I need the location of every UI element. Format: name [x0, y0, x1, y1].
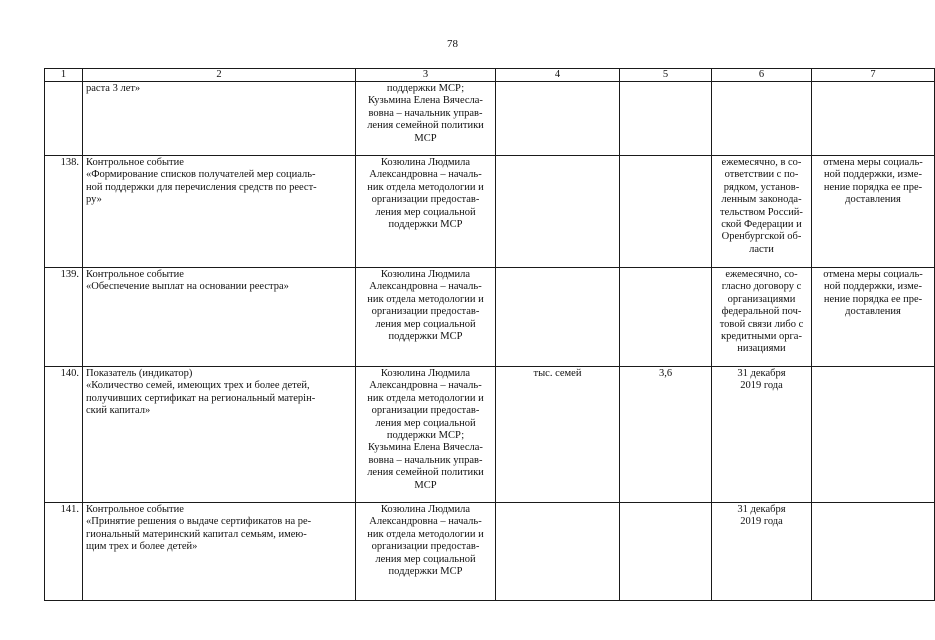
responsible-line: вовна – начальник управ- — [368, 107, 483, 119]
responsible-line: Козюлина Людмила — [380, 368, 471, 379]
term-line: организациями — [727, 293, 796, 305]
risk-cell — [812, 268, 935, 367]
event-name-cell — [83, 268, 356, 367]
row-number-cell — [45, 503, 83, 601]
term-line: кредитными орга- — [721, 331, 802, 343]
term-line: 2019 года — [740, 516, 783, 528]
risk-cell — [812, 367, 935, 503]
responsible-line: ник отдела методологии и — [367, 181, 484, 193]
table-row — [45, 156, 935, 268]
term-line: гласно договору с — [721, 281, 802, 293]
risk-line: отмена меры социаль- — [823, 157, 923, 168]
responsible-line: Козюлина Людмила — [380, 269, 471, 280]
event-name-line: ру» — [86, 194, 102, 206]
term-cell — [712, 82, 812, 156]
table-row — [45, 503, 935, 601]
event-name-line: ной поддержки для перечисления средств по реест- — [86, 181, 317, 193]
unit-cell — [496, 82, 620, 156]
responsible-line: Кузьмина Елена Вячесла- — [368, 95, 483, 107]
term-line: тельством Россий- — [720, 206, 803, 218]
row-number-cell — [45, 367, 83, 503]
term-cell — [712, 367, 812, 503]
risk-cell — [812, 82, 935, 156]
responsible-cell — [356, 82, 496, 156]
risk-line: доставления — [845, 194, 901, 206]
page-number: 78 — [447, 38, 458, 50]
term-line: федеральной поч- — [721, 306, 802, 318]
value-cell — [620, 367, 712, 503]
responsible-line: Александровна – началь- — [369, 516, 482, 528]
term-line: ской Федерации и — [721, 219, 802, 231]
responsible-cell — [356, 268, 496, 367]
responsible-line: ник отдела методологии и — [367, 528, 484, 540]
value-cell — [620, 268, 712, 367]
responsible-line: МСР — [414, 132, 437, 144]
column-header: 5 — [620, 69, 712, 82]
responsible-cell — [356, 156, 496, 268]
term-line: Оренбургской об- — [721, 231, 802, 243]
row-number-cell — [45, 156, 83, 268]
responsible-line: Александровна – началь- — [369, 380, 482, 392]
responsible-line: Козюлина Людмила — [380, 157, 471, 168]
event-name-line: ский капитал» — [86, 405, 151, 417]
row-number: 139. — [60, 269, 79, 280]
responsible-line: организации предостав- — [371, 405, 480, 417]
risk-cell — [812, 503, 935, 601]
risk-line: отмена меры социаль- — [823, 269, 923, 280]
responsible-line: поддержки МСР — [388, 566, 463, 578]
event-name-line: получивших сертификат на региональный матерін- — [86, 392, 316, 404]
term-cell — [712, 156, 812, 268]
responsible-line: Кузьмина Елена Вячесла- — [368, 442, 483, 454]
term-cell — [712, 503, 812, 601]
responsible-cell — [356, 367, 496, 503]
event-name-line: Контрольное событие — [86, 157, 184, 168]
column-header: 2 — [83, 69, 356, 82]
event-name-line: Контрольное событие — [86, 504, 184, 515]
responsible-line: ления семейной политики — [367, 467, 484, 479]
column-header: 7 — [812, 69, 935, 82]
responsible-line: ления мер социальной — [375, 318, 476, 330]
responsible-line: ления мер социальной — [375, 206, 476, 218]
responsible-line: поддержки МСР; — [386, 83, 465, 94]
event-name-cell — [83, 503, 356, 601]
term-line: 31 декабря — [737, 504, 786, 515]
row-number: 138. — [60, 157, 79, 168]
responsible-line: поддержки МСР — [388, 219, 463, 231]
table-row — [45, 82, 935, 156]
event-name-cell — [83, 367, 356, 503]
value-cell — [620, 156, 712, 268]
column-header: 6 — [712, 69, 812, 82]
term-line: 31 декабря — [737, 368, 786, 379]
risk-line: доставления — [845, 306, 901, 318]
responsible-cell — [356, 503, 496, 601]
term-line: ежемесячно, в со- — [721, 157, 802, 168]
risk-line: нение порядка ее пре- — [823, 181, 923, 193]
responsible-line: ник отдела методологии и — [367, 392, 484, 404]
unit-cell — [496, 367, 620, 503]
event-name-cell — [83, 156, 356, 268]
table-row — [45, 367, 935, 503]
value-text: 3,6 — [658, 368, 673, 379]
event-name-line: «Количество семей, имеющих трех и более детей, — [86, 380, 310, 392]
risk-line: нение порядка ее пре- — [823, 293, 923, 305]
responsible-line: ления семейной политики — [367, 120, 484, 132]
row-number: 141. — [60, 504, 79, 515]
risk-cell — [812, 156, 935, 268]
term-line: ответствии с по- — [724, 169, 799, 181]
event-name-line: гиональный материнский капитал семьям, имею- — [86, 528, 307, 540]
event-name-line: «Формирование списков получателей мер социаль- — [86, 169, 316, 181]
table-row — [45, 268, 935, 367]
responsible-line: организации предостав- — [371, 194, 480, 206]
event-name-line: Контрольное событие — [86, 269, 184, 280]
event-name-line: Показатель (индикатор) — [86, 368, 193, 379]
term-line: ежемесячно, со- — [725, 269, 798, 280]
row-number-cell — [45, 268, 83, 367]
term-line: 2019 года — [740, 380, 783, 392]
event-name-line: «Принятие решения о выдаче сертификатов на ре- — [86, 516, 312, 528]
column-header: 3 — [356, 69, 496, 82]
term-line: ласти — [749, 243, 774, 255]
responsible-line: Козюлина Людмила — [380, 504, 471, 515]
responsible-line: Александровна – началь- — [369, 169, 482, 181]
responsible-line: поддержки МСР; — [386, 430, 465, 442]
event-name-line: раста 3 лет» — [86, 83, 141, 94]
value-cell — [620, 82, 712, 156]
column-header: 1 — [45, 69, 83, 82]
unit-text: тыс. семей — [533, 368, 582, 379]
plan-table — [44, 68, 935, 601]
term-line: товой связи либо с — [719, 318, 804, 330]
event-name-line: щим трех и более детей» — [86, 541, 198, 553]
event-name-cell — [83, 82, 356, 156]
responsible-line: Александровна – началь- — [369, 281, 482, 293]
term-line: ленным законода- — [721, 194, 802, 206]
responsible-line: ления мер социальной — [375, 417, 476, 429]
row-number-cell — [45, 82, 83, 156]
responsible-line: организации предостав- — [371, 306, 480, 318]
risk-line: ной поддержки, изме- — [824, 281, 922, 293]
responsible-line: поддержки МСР — [388, 331, 463, 343]
row-number: 140. — [60, 368, 79, 379]
responsible-line: вовна – начальник управ- — [368, 454, 483, 466]
column-header: 4 — [496, 69, 620, 82]
term-cell — [712, 268, 812, 367]
value-cell — [620, 503, 712, 601]
unit-cell — [496, 156, 620, 268]
unit-cell — [496, 503, 620, 601]
term-line: рядком, установ- — [723, 181, 800, 193]
responsible-line: МСР — [414, 479, 437, 491]
responsible-line: ления мер социальной — [375, 553, 476, 565]
risk-line: ной поддержки, изме- — [824, 169, 922, 181]
event-name-line: «Обеспечение выплат на основании реестра» — [86, 281, 289, 293]
responsible-line: ник отдела методологии и — [367, 293, 484, 305]
responsible-line: организации предостав- — [371, 541, 480, 553]
unit-cell — [496, 268, 620, 367]
header-row — [45, 69, 935, 82]
term-line: низациями — [737, 343, 786, 355]
